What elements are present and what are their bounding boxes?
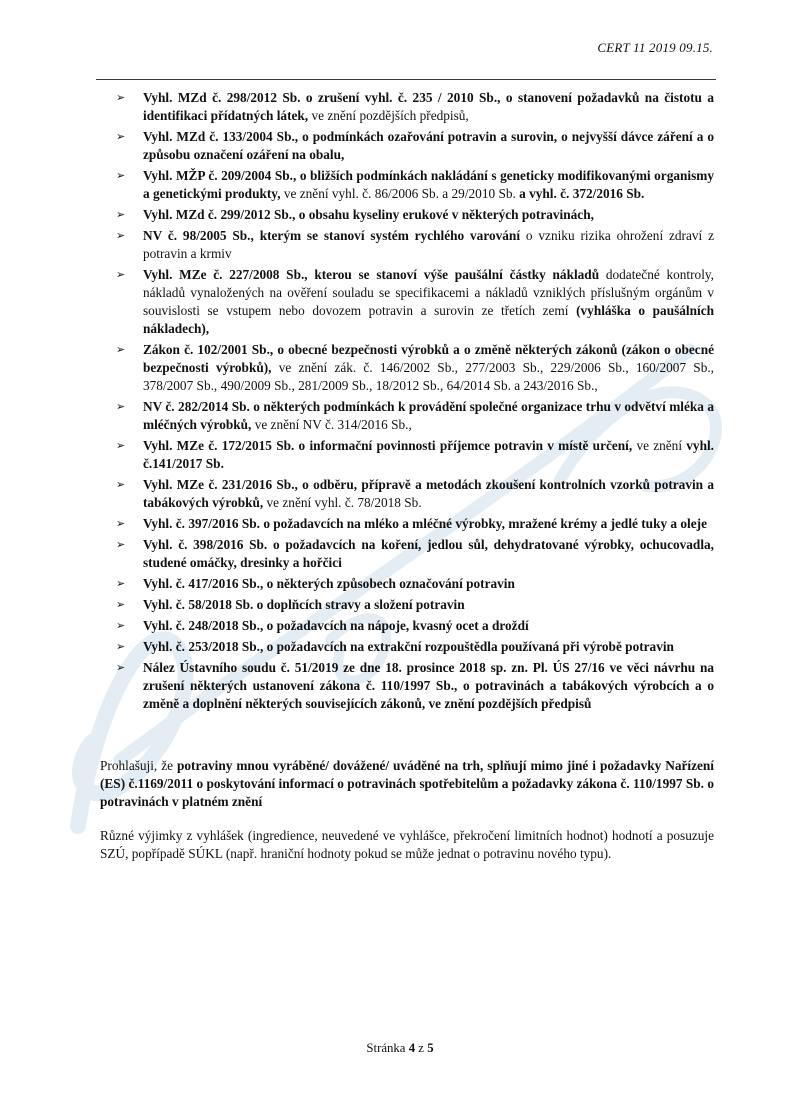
- regulation-item: [100, 167, 714, 203]
- text-segment: Vyhl. MZe č. 172/2015 Sb. o informační povinnosti příjemce potravin v místě určení,: [143, 438, 637, 453]
- text-segment: Vyhl. MZe č. 231/2016 Sb., o odběru, přípravě a metodách zkoušení kontrolních vzorků potravin a tabákových výrobků,: [143, 477, 714, 510]
- arrow-bullet-icon: ➢: [116, 598, 126, 611]
- header-rule: [96, 79, 716, 80]
- text-segment: (vyhláška o paušálních nákladech),: [143, 303, 714, 336]
- text-segment: o vzniku rizika ohrožení zdraví z potravin a krmiv: [143, 228, 715, 261]
- regulation-item-text: [143, 89, 714, 125]
- text-segment: Vyhl. č. 417/2016 Sb., o některých způsobech označování potravin: [143, 576, 515, 591]
- regulation-item-text: [143, 575, 714, 593]
- regulation-item-text: [143, 617, 714, 635]
- regulation-item: [100, 128, 714, 164]
- regulation-item-text: [143, 266, 714, 338]
- text-segment: ve znění vyhl. č. 78/2018 Sb.: [266, 495, 422, 510]
- declaration-paragraph: [100, 757, 714, 811]
- regulation-item: [100, 206, 714, 224]
- text-segment: NV č. 98/2005 Sb., kterým se stanoví systém rychlého varování: [143, 228, 526, 243]
- document-body: [100, 89, 714, 863]
- text-segment: ve znění NV č. 314/2016 Sb.,: [254, 417, 412, 432]
- doc-reference: CERT 11 2019 09.15.: [597, 40, 713, 55]
- regulation-item-text: [143, 341, 714, 395]
- text-segment: Vyhl. č. 253/2018 Sb., o požadavcích na extrakční rozpouštědla používaná při výrobě potravin: [143, 639, 674, 654]
- arrow-bullet-icon: ➢: [116, 661, 126, 674]
- regulation-item-text: [143, 659, 714, 713]
- text-segment: ve znění pozdějších předpisů,: [311, 108, 469, 123]
- regulation-list: [100, 89, 714, 713]
- text-segment: Vyhl. MZd č. 133/2004 Sb., o podmínkách ozařování potravin a surovin, o nejvyšší dávce záření a o způsobu označení ozáření na obalu,: [143, 129, 714, 162]
- text-segment: 5: [427, 1041, 434, 1055]
- regulation-item: [100, 398, 714, 434]
- regulation-item: [100, 617, 714, 635]
- text-segment: Vyhl. MZe č. 227/2008 Sb., kterou se stanoví výše paušální částky nákladů: [143, 267, 606, 282]
- regulation-item-text: [143, 227, 714, 263]
- regulation-item: [100, 266, 714, 338]
- text-segment: z: [415, 1041, 428, 1055]
- regulation-item-text: [143, 476, 714, 512]
- arrow-bullet-icon: ➢: [116, 208, 126, 221]
- arrow-bullet-icon: ➢: [116, 640, 126, 653]
- arrow-bullet-icon: ➢: [116, 268, 126, 281]
- arrow-bullet-icon: ➢: [116, 517, 126, 530]
- regulation-item-text: [143, 167, 714, 203]
- text-segment: Prohlašuji, že: [100, 758, 177, 773]
- regulation-item-text: [143, 437, 714, 473]
- arrow-bullet-icon: ➢: [116, 577, 126, 590]
- regulation-item: [100, 227, 714, 263]
- text-segment: dodatečné kontroly, nákladů vynaložených na ověření souladu se specifikacemi a nákladů vzniklých příslušným orgánům v souvislosti se vstupem nebo dovozem potravin a surovin ze třetích zemí: [143, 267, 714, 318]
- regulation-item: [100, 89, 714, 125]
- text-segment: ve znění vyhl. č. 86/2006 Sb. a 29/2010 Sb.: [283, 186, 520, 201]
- regulation-item: [100, 341, 714, 395]
- arrow-bullet-icon: ➢: [116, 478, 126, 491]
- text-segment: ve znění zák. č. 146/2002 Sb., 277/2003 Sb., 229/2006 Sb., 160/2007 Sb., 378/2007 Sb., 490/2009 Sb., 281/2009 Sb., 18/2012 Sb., 64/2014 Sb. a 243/2016 Sb.,: [143, 360, 714, 393]
- text-segment: NV č. 282/2014 Sb. o některých podmínkách k provádění společné organizace trhu v odvětví mléka a mléčných výrobků,: [143, 399, 714, 432]
- regulation-item: [100, 476, 714, 512]
- regulation-item: [100, 515, 714, 533]
- arrow-bullet-icon: ➢: [116, 538, 126, 551]
- text-segment: vyhl. č.141/2017 Sb.: [143, 438, 714, 471]
- regulation-item: [100, 536, 714, 572]
- text-segment: Zákon č. 102/2001 Sb., o obecné bezpečnosti výrobků a o změně některých zákonů (zákon o obecné bezpečnosti výrobků),: [143, 342, 714, 375]
- text-segment: Vyhl. č. 397/2016 Sb. o požadavcích na mléko a mléčné výrobky, mražené krémy a jedlé tuky a oleje: [143, 516, 707, 531]
- text-segment: potraviny mnou vyráběné/ dovážené/ uváděné na trh, splňují mimo jiné i požadavky Nařízení (ES) č.1169/2011 o poskytování informací o potravinách spotřebitelům a požadavky zákona č. 110/1997 Sb. o potravinách v platném znění: [100, 758, 714, 809]
- arrow-bullet-icon: ➢: [116, 400, 126, 413]
- regulation-item-text: [143, 398, 714, 434]
- arrow-bullet-icon: ➢: [116, 91, 126, 104]
- text-segment: Vyhl. č. 58/2018 Sb. o doplňcích stravy a složení potravin: [143, 597, 465, 612]
- arrow-bullet-icon: ➢: [116, 619, 126, 632]
- regulation-item: [100, 659, 714, 713]
- regulation-item: [100, 638, 714, 656]
- exceptions-paragraph: [100, 827, 714, 863]
- regulation-item-text: [143, 536, 714, 572]
- regulation-item: [100, 575, 714, 593]
- regulation-item: [100, 437, 714, 473]
- arrow-bullet-icon: ➢: [116, 229, 126, 242]
- text-segment: Vyhl. MZd č. 299/2012 Sb., o obsahu kyseliny erukové v některých potravinách,: [143, 207, 594, 222]
- arrow-bullet-icon: ➢: [116, 439, 126, 452]
- text-segment: ve znění: [636, 438, 687, 453]
- page-footer: [0, 1041, 800, 1056]
- regulation-item-text: [143, 596, 714, 614]
- text-segment: 4: [408, 1041, 416, 1055]
- regulation-item-text: [143, 515, 714, 533]
- text-segment: Nález Ústavního soudu č. 51/2019 ze dne 18. prosince 2018 sp. zn. Pl. ÚS 27/16 ve věci návrhu na zrušení některých ustanovení zákona č. 110/1997 Sb., o potravinách a tabákových výrobcích a o změně a doplnění některých souvisejících zákonů, ve znění pozdějších předpisů: [143, 660, 714, 711]
- arrow-bullet-icon: ➢: [116, 169, 126, 182]
- regulation-item-text: [143, 638, 714, 656]
- text-segment: Různé výjimky z vyhlášek (ingredience, neuvedené ve vyhlášce, překročení limitních hodnot) hodnotí a posuzuje SZÚ, popřípadě SÚKL (např. hraniční hodnoty pokud se může jednat o potravinu nového typu).: [100, 828, 714, 861]
- arrow-bullet-icon: ➢: [116, 130, 126, 143]
- text-segment: Vyhl. MŽP č. 209/2004 Sb., o bližších podmínkách nakládání s geneticky modifikovanými organismy a genetickými produkty,: [143, 168, 714, 201]
- regulation-item: [100, 596, 714, 614]
- text-segment: Vyhl. MZd č. 298/2012 Sb. o zrušení vyhl. č. 235 / 2010 Sb., o stanovení požadavků na čistotu a identifikaci přídatných látek,: [143, 90, 714, 123]
- text-segment: Vyhl. č. 398/2016 Sb. o požadavcích na koření, jedlou sůl, dehydratované výrobky, ochucovadla, studené omáčky, dresinky a hořčici: [143, 537, 714, 570]
- regulation-item-text: [143, 128, 714, 164]
- text-segment: Vyhl. č. 248/2018 Sb., o požadavcích na nápoje, kvasný ocet a droždí: [143, 618, 529, 633]
- arrow-bullet-icon: ➢: [116, 343, 126, 356]
- text-segment: a vyhl. č. 372/2016 Sb.: [519, 186, 645, 201]
- regulation-item-text: [143, 206, 714, 224]
- text-segment: Stránka: [366, 1041, 409, 1055]
